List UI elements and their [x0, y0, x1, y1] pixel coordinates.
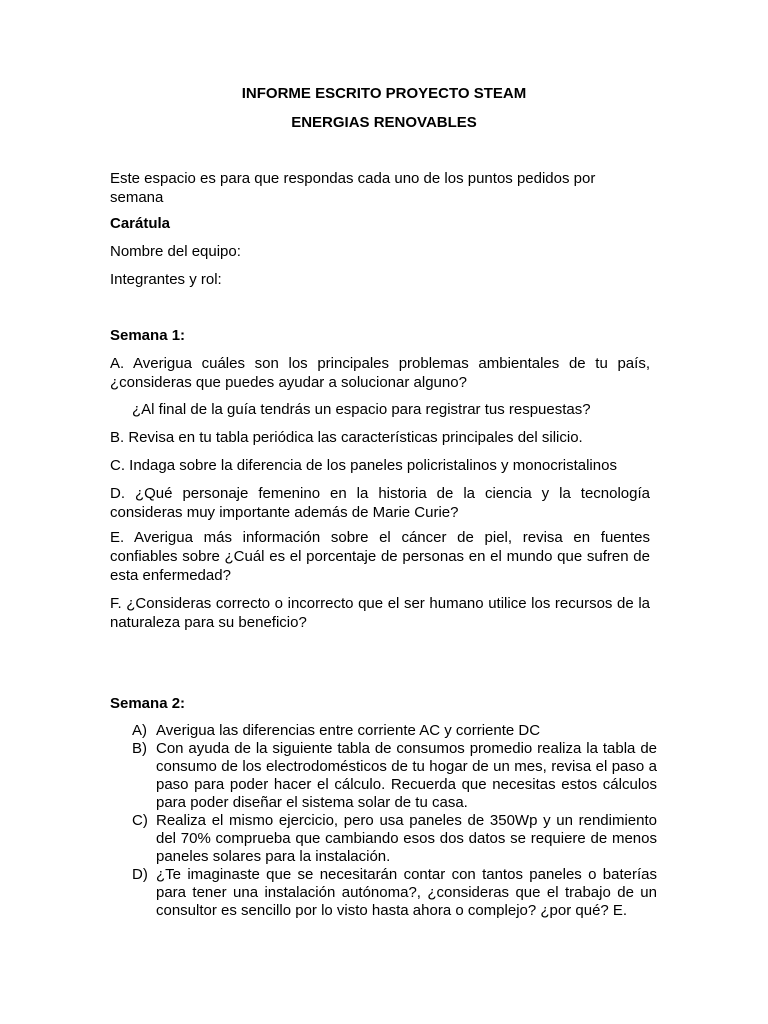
document-subtitle: ENERGIAS RENOVABLES [291, 114, 477, 131]
caratula-heading: Carátula [110, 215, 171, 232]
week2-list [132, 722, 657, 920]
week1-item-a: A. Averigua cuáles son los principales problemas ambientales de tu país, ¿consideras que puedes ayudar a solucionar alguno? [110, 355, 650, 391]
team-name-label: Nombre del equipo: [110, 243, 241, 260]
list-item [132, 866, 657, 920]
week1-item-c: C. Indaga sobre la diferencia de los paneles policristalinos y monocristalinos [110, 457, 617, 474]
week1-item-f: F. ¿Consideras correcto o incorrecto que el ser humano utilice los recursos de la naturaleza para su beneficio? [110, 595, 650, 631]
week1-note: ¿Al final de la guía tendrás un espacio para registrar tus respuestas? [132, 401, 591, 418]
week2-heading: Semana 2: [110, 695, 186, 712]
list-item-label: C) [132, 812, 148, 829]
list-item-text: ¿Te imaginaste que se necesitarán contar con tantos paneles o baterías para tener una instalación autónoma?, ¿consideras que el trabajo de un consultor es sencillo por lo visto hasta ahora o complejo? ¿por qué? E. [156, 866, 657, 919]
list-item-label: D) [132, 866, 148, 883]
list-item-text: Realiza el mismo ejercicio, pero usa paneles de 350Wp y un rendimiento del 70% comprueba que cambiando esos dos datos se requiere de menos paneles solares para la instalación. [156, 812, 657, 865]
list-item-label: B) [132, 740, 147, 757]
intro-text: Este espacio es para que respondas cada uno de los puntos pedidos por semana [110, 170, 596, 206]
list-item [132, 812, 657, 866]
week1-item-d: D. ¿Qué personaje femenino en la historia de la ciencia y la tecnología consideras muy importante además de Marie Curie? [110, 485, 650, 521]
week1-heading: Semana 1: [110, 327, 186, 344]
members-label: Integrantes y rol: [110, 271, 222, 288]
document-title: INFORME ESCRITO PROYECTO STEAM [241, 85, 527, 102]
list-item-text: Averigua las diferencias entre corriente AC y corriente DC [156, 722, 541, 739]
list-item [132, 740, 657, 812]
week1-item-e: E. Averigua más información sobre el cáncer de piel, revisa en fuentes confiables sobre ¿Cuál es el porcentaje de personas en el mundo que sufren de esta enfermedad? [110, 529, 650, 584]
week1-item-b: B. Revisa en tu tabla periódica las características principales del silicio. [110, 429, 583, 446]
list-item-label: A) [132, 722, 147, 739]
list-item [132, 722, 657, 740]
list-item-text: Con ayuda de la siguiente tabla de consumos promedio realiza la tabla de consumo de los electrodomésticos de tu hogar de un mes, revisa el paso a paso para poder hacer el cálculo. Recuerda que necesitas estos cálculos para poder diseñar el sistema solar de tu casa. [156, 740, 657, 811]
